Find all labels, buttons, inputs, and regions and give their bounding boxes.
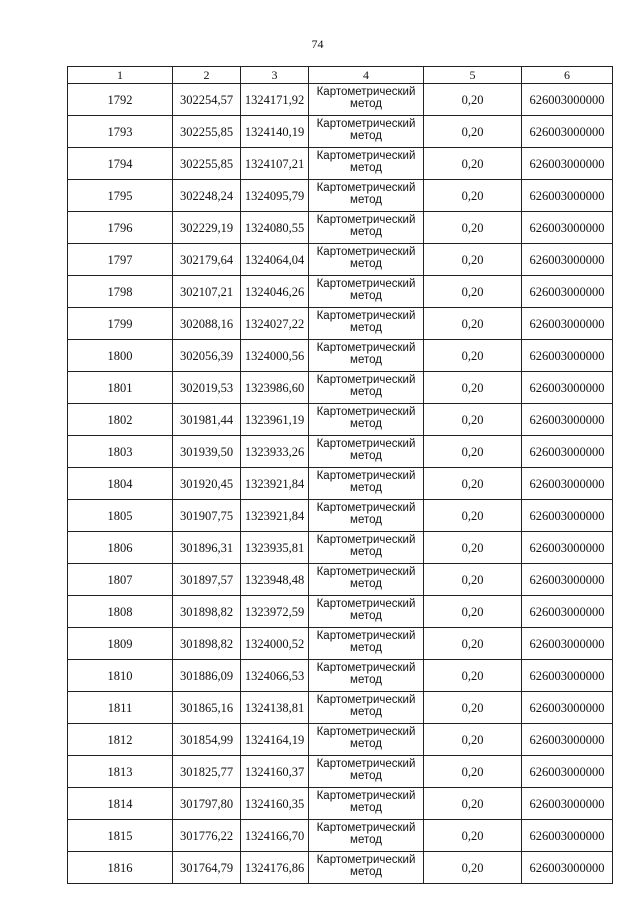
code-cell: 626003000000 (522, 500, 613, 532)
table-row (68, 116, 613, 148)
table-row (68, 500, 613, 532)
method-line-2: метод (350, 162, 382, 174)
x-coordinate-cell: 301865,16 (173, 692, 241, 724)
accuracy-cell: 0,20 (424, 276, 522, 308)
y-coordinate-cell: 1324080,55 (241, 212, 309, 244)
accuracy-cell: 0,20 (424, 372, 522, 404)
accuracy-cell: 0,20 (424, 468, 522, 500)
code-cell: 626003000000 (522, 148, 613, 180)
x-coordinate-cell: 302254,57 (173, 84, 241, 116)
accuracy-cell: 0,20 (424, 116, 522, 148)
column-header: 5 (424, 67, 522, 84)
point-number-cell: 1813 (68, 756, 173, 788)
table-row (68, 372, 613, 404)
y-coordinate-cell: 1324140,19 (241, 116, 309, 148)
page-number: 74 (311, 37, 324, 51)
x-coordinate-cell: 301854,99 (173, 724, 241, 756)
accuracy-cell: 0,20 (424, 436, 522, 468)
method-cell (309, 276, 424, 308)
accuracy-cell: 0,20 (424, 148, 522, 180)
table-row (68, 564, 613, 596)
y-coordinate-cell: 1324138,81 (241, 692, 309, 724)
code-cell: 626003000000 (522, 596, 613, 628)
method-line-1: Картометрический (316, 662, 416, 674)
x-coordinate-cell: 301797,80 (173, 788, 241, 820)
code-cell: 626003000000 (522, 756, 613, 788)
code-cell: 626003000000 (522, 212, 613, 244)
x-coordinate-cell: 301898,82 (173, 628, 241, 660)
table-row (68, 788, 613, 820)
code-cell: 626003000000 (522, 660, 613, 692)
y-coordinate-cell: 1324095,79 (241, 180, 309, 212)
y-coordinate-cell: 1323961,19 (241, 404, 309, 436)
point-number-cell: 1816 (68, 852, 173, 884)
point-number-cell: 1792 (68, 84, 173, 116)
table-row (68, 340, 613, 372)
column-header: 1 (68, 67, 173, 84)
code-cell: 626003000000 (522, 468, 613, 500)
accuracy-cell: 0,20 (424, 180, 522, 212)
y-coordinate-cell: 1323935,81 (241, 532, 309, 564)
method-cell (309, 212, 424, 244)
method-cell (309, 436, 424, 468)
point-number-cell: 1803 (68, 436, 173, 468)
table-row (68, 308, 613, 340)
code-cell: 626003000000 (522, 724, 613, 756)
table-row (68, 468, 613, 500)
method-line-1: Картометрический (316, 630, 416, 642)
y-coordinate-cell: 1323972,59 (241, 596, 309, 628)
point-number-cell: 1802 (68, 404, 173, 436)
accuracy-cell: 0,20 (424, 404, 522, 436)
point-number-cell: 1798 (68, 276, 173, 308)
accuracy-cell: 0,20 (424, 596, 522, 628)
method-cell (309, 468, 424, 500)
point-number-cell: 1807 (68, 564, 173, 596)
accuracy-cell: 0,20 (424, 500, 522, 532)
point-number-cell: 1815 (68, 820, 173, 852)
method-line-1: Картометрический (316, 694, 416, 706)
code-cell: 626003000000 (522, 564, 613, 596)
code-cell: 626003000000 (522, 628, 613, 660)
code-cell: 626003000000 (522, 116, 613, 148)
method-cell (309, 372, 424, 404)
point-number-cell: 1809 (68, 628, 173, 660)
table-row (68, 148, 613, 180)
y-coordinate-cell: 1324160,35 (241, 788, 309, 820)
method-line-1: Картометрический (316, 214, 416, 226)
method-line-2: метод (350, 834, 382, 846)
method-line-1: Картометрический (316, 278, 416, 290)
accuracy-cell: 0,20 (424, 724, 522, 756)
method-line-1: Картометрический (316, 374, 416, 386)
x-coordinate-cell: 301920,45 (173, 468, 241, 500)
x-coordinate-cell: 301981,44 (173, 404, 241, 436)
x-coordinate-cell: 302229,19 (173, 212, 241, 244)
code-cell: 626003000000 (522, 340, 613, 372)
code-cell: 626003000000 (522, 852, 613, 884)
code-cell: 626003000000 (522, 244, 613, 276)
code-cell: 626003000000 (522, 84, 613, 116)
table-row (68, 276, 613, 308)
coordinates-table (67, 66, 613, 884)
code-cell: 626003000000 (522, 276, 613, 308)
point-number-cell: 1797 (68, 244, 173, 276)
accuracy-cell: 0,20 (424, 692, 522, 724)
column-header: 4 (309, 67, 424, 84)
y-coordinate-cell: 1324046,26 (241, 276, 309, 308)
method-cell (309, 852, 424, 884)
code-cell: 626003000000 (522, 788, 613, 820)
method-cell (309, 660, 424, 692)
y-coordinate-cell: 1324166,70 (241, 820, 309, 852)
method-line-1: Картометрический (316, 790, 416, 802)
accuracy-cell: 0,20 (424, 244, 522, 276)
y-coordinate-cell: 1324176,86 (241, 852, 309, 884)
method-line-1: Картометрический (316, 150, 416, 162)
accuracy-cell: 0,20 (424, 820, 522, 852)
table-row (68, 436, 613, 468)
code-cell: 626003000000 (522, 692, 613, 724)
method-cell (309, 244, 424, 276)
method-cell (309, 532, 424, 564)
method-cell (309, 564, 424, 596)
y-coordinate-cell: 1324107,21 (241, 148, 309, 180)
x-coordinate-cell: 302019,53 (173, 372, 241, 404)
y-coordinate-cell: 1324164,19 (241, 724, 309, 756)
table-row (68, 692, 613, 724)
code-cell: 626003000000 (522, 436, 613, 468)
x-coordinate-cell: 301776,22 (173, 820, 241, 852)
y-coordinate-cell: 1324027,22 (241, 308, 309, 340)
accuracy-cell: 0,20 (424, 660, 522, 692)
code-cell: 626003000000 (522, 308, 613, 340)
x-coordinate-cell: 301886,09 (173, 660, 241, 692)
code-cell: 626003000000 (522, 180, 613, 212)
method-line-1: Картометрический (316, 726, 416, 738)
x-coordinate-cell: 302179,64 (173, 244, 241, 276)
method-line-1: Картометрический (316, 758, 416, 770)
point-number-cell: 1799 (68, 308, 173, 340)
accuracy-cell: 0,20 (424, 308, 522, 340)
method-line-2: метод (350, 290, 382, 302)
method-line-2: метод (350, 642, 382, 654)
method-line-2: метод (350, 674, 382, 686)
y-coordinate-cell: 1323948,48 (241, 564, 309, 596)
table-row (68, 532, 613, 564)
method-cell (309, 724, 424, 756)
column-header: 2 (173, 67, 241, 84)
method-line-2: метод (350, 226, 382, 238)
code-cell: 626003000000 (522, 820, 613, 852)
point-number-cell: 1800 (68, 340, 173, 372)
method-cell (309, 692, 424, 724)
code-cell: 626003000000 (522, 532, 613, 564)
method-line-2: метод (350, 386, 382, 398)
method-cell (309, 756, 424, 788)
method-cell (309, 116, 424, 148)
method-line-1: Картометрический (316, 342, 416, 354)
table-row (68, 852, 613, 884)
y-coordinate-cell: 1323921,84 (241, 500, 309, 532)
method-line-1: Картометрический (316, 470, 416, 482)
accuracy-cell: 0,20 (424, 340, 522, 372)
x-coordinate-cell: 302255,85 (173, 148, 241, 180)
table-row (68, 724, 613, 756)
accuracy-cell: 0,20 (424, 532, 522, 564)
method-line-2: метод (350, 258, 382, 270)
point-number-cell: 1814 (68, 788, 173, 820)
method-cell (309, 148, 424, 180)
code-cell: 626003000000 (522, 372, 613, 404)
y-coordinate-cell: 1323921,84 (241, 468, 309, 500)
method-line-1: Картометрический (316, 438, 416, 450)
table-row (68, 756, 613, 788)
method-cell (309, 788, 424, 820)
table-row (68, 212, 613, 244)
x-coordinate-cell: 301764,79 (173, 852, 241, 884)
point-number-cell: 1801 (68, 372, 173, 404)
method-line-2: метод (350, 738, 382, 750)
table-row (68, 596, 613, 628)
method-cell (309, 596, 424, 628)
method-line-2: метод (350, 418, 382, 430)
accuracy-cell: 0,20 (424, 756, 522, 788)
accuracy-cell: 0,20 (424, 84, 522, 116)
table-header (68, 67, 613, 84)
table-row (68, 820, 613, 852)
y-coordinate-cell: 1324171,92 (241, 84, 309, 116)
method-line-1: Картометрический (316, 118, 416, 130)
point-number-cell: 1793 (68, 116, 173, 148)
point-number-cell: 1795 (68, 180, 173, 212)
method-line-1: Картометрический (316, 566, 416, 578)
method-line-2: метод (350, 322, 382, 334)
method-line-2: метод (350, 450, 382, 462)
method-line-1: Картометрический (316, 854, 416, 866)
method-cell (309, 180, 424, 212)
method-line-2: метод (350, 194, 382, 206)
accuracy-cell: 0,20 (424, 852, 522, 884)
column-header: 3 (241, 67, 309, 84)
method-cell (309, 500, 424, 532)
x-coordinate-cell: 301907,75 (173, 500, 241, 532)
x-coordinate-cell: 302255,85 (173, 116, 241, 148)
method-line-2: метод (350, 482, 382, 494)
x-coordinate-cell: 301897,57 (173, 564, 241, 596)
accuracy-cell: 0,20 (424, 788, 522, 820)
point-number-cell: 1796 (68, 212, 173, 244)
method-line-2: метод (350, 770, 382, 782)
method-cell (309, 340, 424, 372)
method-cell (309, 308, 424, 340)
accuracy-cell: 0,20 (424, 212, 522, 244)
table-row (68, 660, 613, 692)
x-coordinate-cell: 301825,77 (173, 756, 241, 788)
table-row (68, 628, 613, 660)
method-line-2: метод (350, 706, 382, 718)
method-line-2: метод (350, 578, 382, 590)
table-row (68, 404, 613, 436)
accuracy-cell: 0,20 (424, 628, 522, 660)
method-line-2: метод (350, 866, 382, 878)
method-line-1: Картометрический (316, 182, 416, 194)
method-cell (309, 628, 424, 660)
point-number-cell: 1812 (68, 724, 173, 756)
method-line-1: Картометрический (316, 534, 416, 546)
method-line-1: Картометрический (316, 822, 416, 834)
x-coordinate-cell: 301896,31 (173, 532, 241, 564)
point-number-cell: 1806 (68, 532, 173, 564)
method-line-2: метод (350, 546, 382, 558)
x-coordinate-cell: 301898,82 (173, 596, 241, 628)
method-line-1: Картометрический (316, 502, 416, 514)
y-coordinate-cell: 1324000,52 (241, 628, 309, 660)
x-coordinate-cell: 301939,50 (173, 436, 241, 468)
method-cell (309, 404, 424, 436)
method-line-1: Картометрический (316, 310, 416, 322)
method-cell (309, 84, 424, 116)
method-line-2: метод (350, 610, 382, 622)
y-coordinate-cell: 1323933,26 (241, 436, 309, 468)
x-coordinate-cell: 302056,39 (173, 340, 241, 372)
point-number-cell: 1811 (68, 692, 173, 724)
y-coordinate-cell: 1324160,37 (241, 756, 309, 788)
x-coordinate-cell: 302248,24 (173, 180, 241, 212)
header-row (68, 67, 613, 84)
code-cell: 626003000000 (522, 404, 613, 436)
y-coordinate-cell: 1324064,04 (241, 244, 309, 276)
method-line-1: Картометрический (316, 86, 416, 98)
point-number-cell: 1808 (68, 596, 173, 628)
x-coordinate-cell: 302088,16 (173, 308, 241, 340)
table-row (68, 84, 613, 116)
method-line-2: метод (350, 514, 382, 526)
method-line-1: Картометрический (316, 598, 416, 610)
point-number-cell: 1804 (68, 468, 173, 500)
point-number-cell: 1805 (68, 500, 173, 532)
method-line-1: Картометрический (316, 246, 416, 258)
method-cell (309, 820, 424, 852)
table-row (68, 180, 613, 212)
method-line-2: метод (350, 802, 382, 814)
accuracy-cell: 0,20 (424, 564, 522, 596)
table-row (68, 244, 613, 276)
y-coordinate-cell: 1324000,56 (241, 340, 309, 372)
y-coordinate-cell: 1323986,60 (241, 372, 309, 404)
method-line-2: метод (350, 354, 382, 366)
column-header: 6 (522, 67, 613, 84)
point-number-cell: 1810 (68, 660, 173, 692)
table-body (68, 84, 613, 884)
point-number-cell: 1794 (68, 148, 173, 180)
x-coordinate-cell: 302107,21 (173, 276, 241, 308)
method-line-2: метод (350, 130, 382, 142)
method-line-2: метод (350, 98, 382, 110)
method-line-1: Картометрический (316, 406, 416, 418)
y-coordinate-cell: 1324066,53 (241, 660, 309, 692)
